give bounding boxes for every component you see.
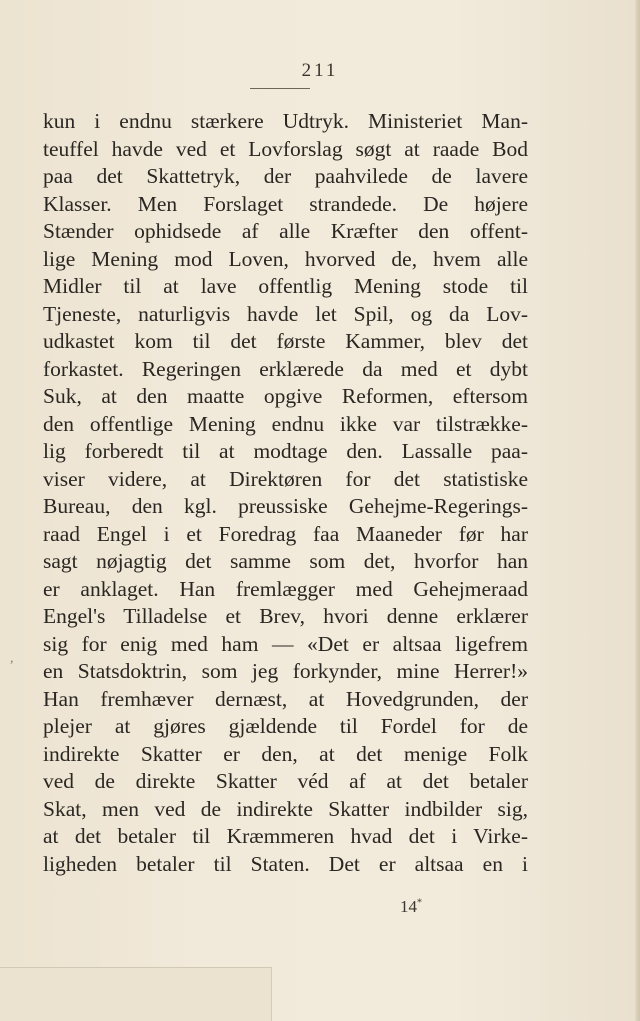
scan-fold-edge bbox=[271, 967, 272, 1021]
text-line: lig forberedt til at modtage den. Lassalle paa- bbox=[43, 439, 528, 463]
text-line: Bureau, den kgl. preussiske Gehejme-Regerings- bbox=[43, 494, 528, 518]
page-edge bbox=[635, 0, 640, 1021]
text-line: ved de direkte Skatter véd af at det betaler bbox=[43, 769, 528, 793]
text-line: lige Mening mod Loven, hvorved de, hvem alle bbox=[43, 246, 528, 271]
text-line: Han fremhæver dernæst, at Hovedgrunden, der bbox=[43, 686, 528, 711]
text-line: raad Engel i et Foredrag faa Maaneder før har bbox=[43, 521, 528, 546]
text-line: teuffel havde ved et Lovforslag søgt at raade Bod bbox=[43, 136, 528, 161]
text-line: er anklaget. Han fremlægger med Gehejmeraad bbox=[43, 576, 528, 601]
text-line: indirekte Skatter er den, at det menige Folk bbox=[43, 741, 528, 766]
page-number-rule bbox=[250, 88, 310, 89]
text-line: Skat, men ved de indirekte Skatter indbilder sig, bbox=[43, 796, 528, 821]
text-line: Suk, at den maatte opgive Reformen, eftersom bbox=[43, 384, 528, 408]
body-text bbox=[43, 108, 528, 878]
text-line: sig for enig med ham — «Det er altsaa ligefrem bbox=[43, 631, 528, 656]
text-line: plejer at gjøres gjældende til Fordel for de bbox=[43, 714, 528, 738]
text-line: Tjeneste, naturligvis havde let Spil, og da Lov- bbox=[43, 301, 528, 326]
text-line: at det betaler til Kræmmeren hvad det i Virke- bbox=[43, 824, 528, 848]
text-line: Stænder ophidsede af alle Kræfter den offent- bbox=[43, 219, 528, 243]
signature-asterisk: * bbox=[417, 897, 422, 909]
scan-lower-panel bbox=[0, 968, 271, 1021]
text-line: forkastet. Regeringen erklærede da med et dybt bbox=[43, 356, 528, 381]
scan-fold-line bbox=[0, 967, 272, 968]
signature-number: 14 bbox=[400, 897, 417, 916]
text-line: sagt nøjagtig det samme som det, hvorfor han bbox=[43, 549, 528, 573]
text-line: Engel's Tilladelse et Brev, hvori denne erklærer bbox=[43, 604, 528, 628]
page-number: 211 bbox=[301, 60, 339, 81]
margin-mark: , bbox=[10, 651, 14, 666]
signature-mark bbox=[400, 897, 422, 917]
text-line: Midler til at lave offentlig Mening stode til bbox=[43, 274, 528, 298]
text-line: en Statsdoktrin, som jeg forkynder, mine Herrer!» bbox=[43, 659, 528, 683]
text-line: viser videre, at Direktøren for det statistiske bbox=[43, 466, 528, 491]
text-line: ligheden betaler til Staten. Det er altsaa en i bbox=[43, 851, 528, 876]
text-line: den offentlige Mening endnu ikke var tilstrække- bbox=[43, 411, 528, 436]
text-line: kun i endnu stærkere Udtryk. Ministeriet Man- bbox=[43, 109, 528, 133]
text-line: Klasser. Men Forslaget strandede. De højere bbox=[43, 191, 528, 216]
text-line: udkastet kom til det første Kammer, blev det bbox=[43, 329, 528, 353]
text-line: paa det Skattetryk, der paahvilede de lavere bbox=[43, 164, 528, 188]
